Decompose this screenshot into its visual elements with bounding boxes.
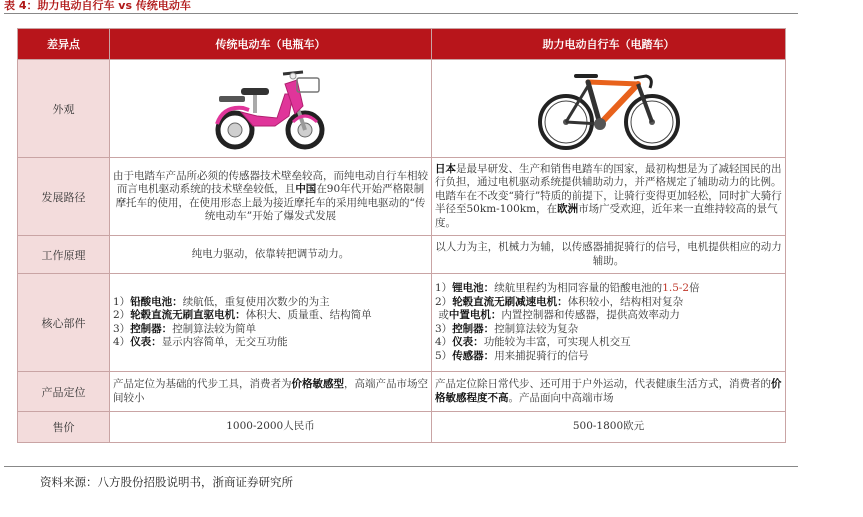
source-note: 资料来源：八方股份招股说明书，浙商证券研究所	[40, 475, 293, 489]
footer-divider	[4, 466, 798, 467]
row-price	[18, 412, 786, 443]
price-traditional: 1000-2000人民币	[110, 412, 432, 443]
label-history: 发展路径	[18, 158, 110, 236]
header-row	[18, 29, 786, 60]
parts-traditional	[110, 274, 432, 372]
label-parts: 核心部件	[18, 274, 110, 372]
bike-image-cell	[432, 60, 786, 158]
row-history	[18, 158, 786, 236]
label-price: 售价	[18, 412, 110, 443]
row-parts	[18, 274, 786, 372]
title-divider	[4, 13, 798, 14]
principle-assist: 以人力为主，机械力为辅，以传感器捕捉骑行的信号，电机提供相应的动力辅助。	[432, 236, 786, 274]
header-traditional: 传统电动车（电瓶车）	[110, 29, 432, 60]
e-bike-image	[534, 64, 684, 154]
label-principle: 工作原理	[18, 236, 110, 274]
parts-right-item: 或中置电机：内置控制器和传感器，提供高效率动力	[438, 309, 680, 321]
row-appearance	[18, 60, 786, 158]
row-position	[18, 372, 786, 412]
parts-left-item: 4）仪表：显示内容简单，无交互功能	[113, 336, 288, 348]
parts-right-item: 5）传感器：用来捕捉骑行的信号	[435, 349, 589, 362]
history-traditional: 由于电踏车产品所必须的传感器技术壁垒较高，而纯电动自行车相较而言电机驱动系统的技术壁垒较低，且中国在90年代开始严格限制摩托车的使用，在使用形态上最为接近摩托车的采用纯电驱动的“传统电动车”开始了爆发式发展	[110, 158, 432, 236]
price-assist: 500-1800欧元	[432, 412, 786, 443]
parts-right-item: 2）轮毂直流无刷减速电机：体积较小，结构相对复杂	[435, 295, 684, 308]
position-assist: 产品定位除日常代步、还可用于户外运动，代表健康生活方式，消费者的价格敏感程度不高。产品面向中高端市场	[432, 372, 786, 412]
e-scooter-image	[211, 66, 331, 152]
header-assist: 助力电动自行车（电踏车）	[432, 29, 786, 60]
label-appearance: 外观	[18, 60, 110, 158]
comparison-table	[17, 28, 786, 443]
parts-right-item: 4）仪表：功能较为丰富，可实现人机交互	[435, 336, 631, 348]
parts-assist	[432, 274, 786, 372]
parts-left-item: 2）轮毂直流无刷直驱电机：体积大、质量重、结构简单	[113, 309, 372, 321]
position-traditional: 产品定位为基础的代步工具，消费者为价格敏感型，高端产品市场空间较小	[110, 372, 432, 412]
parts-left-item: 1）铅酸电池：续航低，重复使用次数少的为主	[113, 295, 330, 308]
row-principle	[18, 236, 786, 274]
header-diff: 差异点	[18, 29, 110, 60]
parts-right-item: 1）锂电池：续航里程约为相同容量的铅酸电池的1.5-2倍	[435, 282, 700, 294]
scooter-image-cell	[110, 60, 432, 158]
history-assist: 日本是最早研发、生产和销售电踏车的国家，最初构想是为了减轻国民的出行负担，通过电机驱动系统提供辅助动力，并严格规定了辅助动力的比例。电踏车在不改变“骑行”特质的前提下，让骑行变得更加轻松，同时扩大骑行半径至50km-100km，在欧洲市场广受欢迎，近年来一直维持较高的景气度。	[432, 158, 786, 236]
principle-traditional: 纯电力驱动，依靠转把调节动力。	[110, 236, 432, 274]
label-position: 产品定位	[18, 372, 110, 412]
parts-left-item: 3）控制器：控制算法较为简单	[113, 322, 257, 335]
parts-right-item: 3）控制器：控制算法较为复杂	[435, 322, 579, 335]
table-title: 表 4：助力电动自行车 vs 传统电动车	[4, 0, 191, 12]
